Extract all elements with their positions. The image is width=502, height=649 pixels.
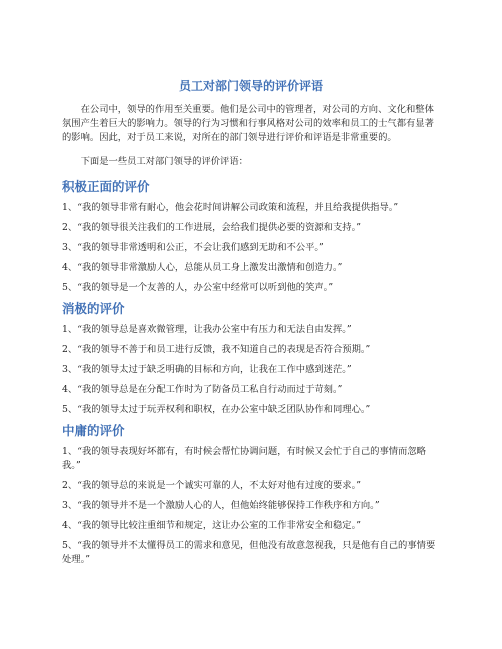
list-item: 4、“我的领导总是在分配工作时为了防备员工私自行动而过于苛刻。” — [62, 384, 343, 395]
list-item: 4、“我的领导非常激励人心，总能从员工身上激发出激情和创造力。” — [62, 262, 343, 273]
section-heading-neutral: 中庸的评价 — [62, 423, 125, 438]
list-item: 5、“我的领导并不太懂得员工的需求和意见，但他没有故意忽视我，只是他有自己的事情要处理。” — [62, 540, 436, 565]
list-item: 1、“我的领导总是喜欢微管理，让我办公室中有压力和无法自由发挥。” — [62, 324, 352, 335]
section-negative — [62, 301, 440, 417]
section-heading-negative: 消极的评价 — [62, 301, 125, 316]
intro-paragraph: 在公司中，领导的作用至关重要。他们是公司中的管理者，对公司的方向、文化和整体氛围产生着巨大的影响力。领导的行为习惯和行事风格对公司的效率和员工的士气都有显著的影响。因此，对于员工来说，对所在的部门领导进行评价和评语是非常重要的。 — [62, 104, 434, 143]
list-item: 3、“我的领导太过于缺乏明确的目标和方向，让我在工作中感到迷茫。” — [62, 364, 352, 375]
list-item: 4、“我的领导比较注重细节和规定，这让办公室的工作非常安全和稳定。” — [62, 520, 361, 531]
list-item: 5、“我的领导是一个友善的人，办公室中经常可以听到他的笑声。” — [62, 282, 334, 293]
section-neutral — [62, 423, 440, 567]
list-item: 1、“我的领导表现好坏都有，有时候会帮忙协调问题，有时候又会忙于自己的事情而忽略我。” — [62, 446, 426, 471]
section-positive — [62, 179, 440, 295]
section-heading-positive: 积极正面的评价 — [62, 179, 150, 194]
list-item: 3、“我的领导并不是一个激励人心的人，但他始终能够保持工作秩序和方向。” — [62, 500, 380, 511]
document-title: 员工对部门领导的评价评语 — [178, 79, 323, 93]
list-item: 3、“我的领导非常透明和公正，不会让我们感到无助和不公平。” — [62, 242, 324, 253]
list-item: 5、“我的领导太过于玩弄权利和职权，在办公室中缺乏团队协作和同理心。” — [62, 404, 371, 415]
list-item: 2、“我的领导不善于和员工进行反馈，我不知道自己的表现是否符合预期。” — [62, 344, 371, 355]
lead-paragraph: 下面是一些员工对部门领导的评价评语： — [80, 156, 248, 167]
list-item: 2、“我的领导总的来说是一个诚实可靠的人，不太好对他有过度的要求。” — [62, 480, 361, 491]
list-item: 2、“我的领导很关注我们的工作进展，会给我们提供必要的资源和支持。” — [62, 222, 361, 233]
list-item: 1、“我的领导非常有耐心，他会花时间讲解公司政策和流程，并且给我提供指导。” — [62, 202, 399, 213]
